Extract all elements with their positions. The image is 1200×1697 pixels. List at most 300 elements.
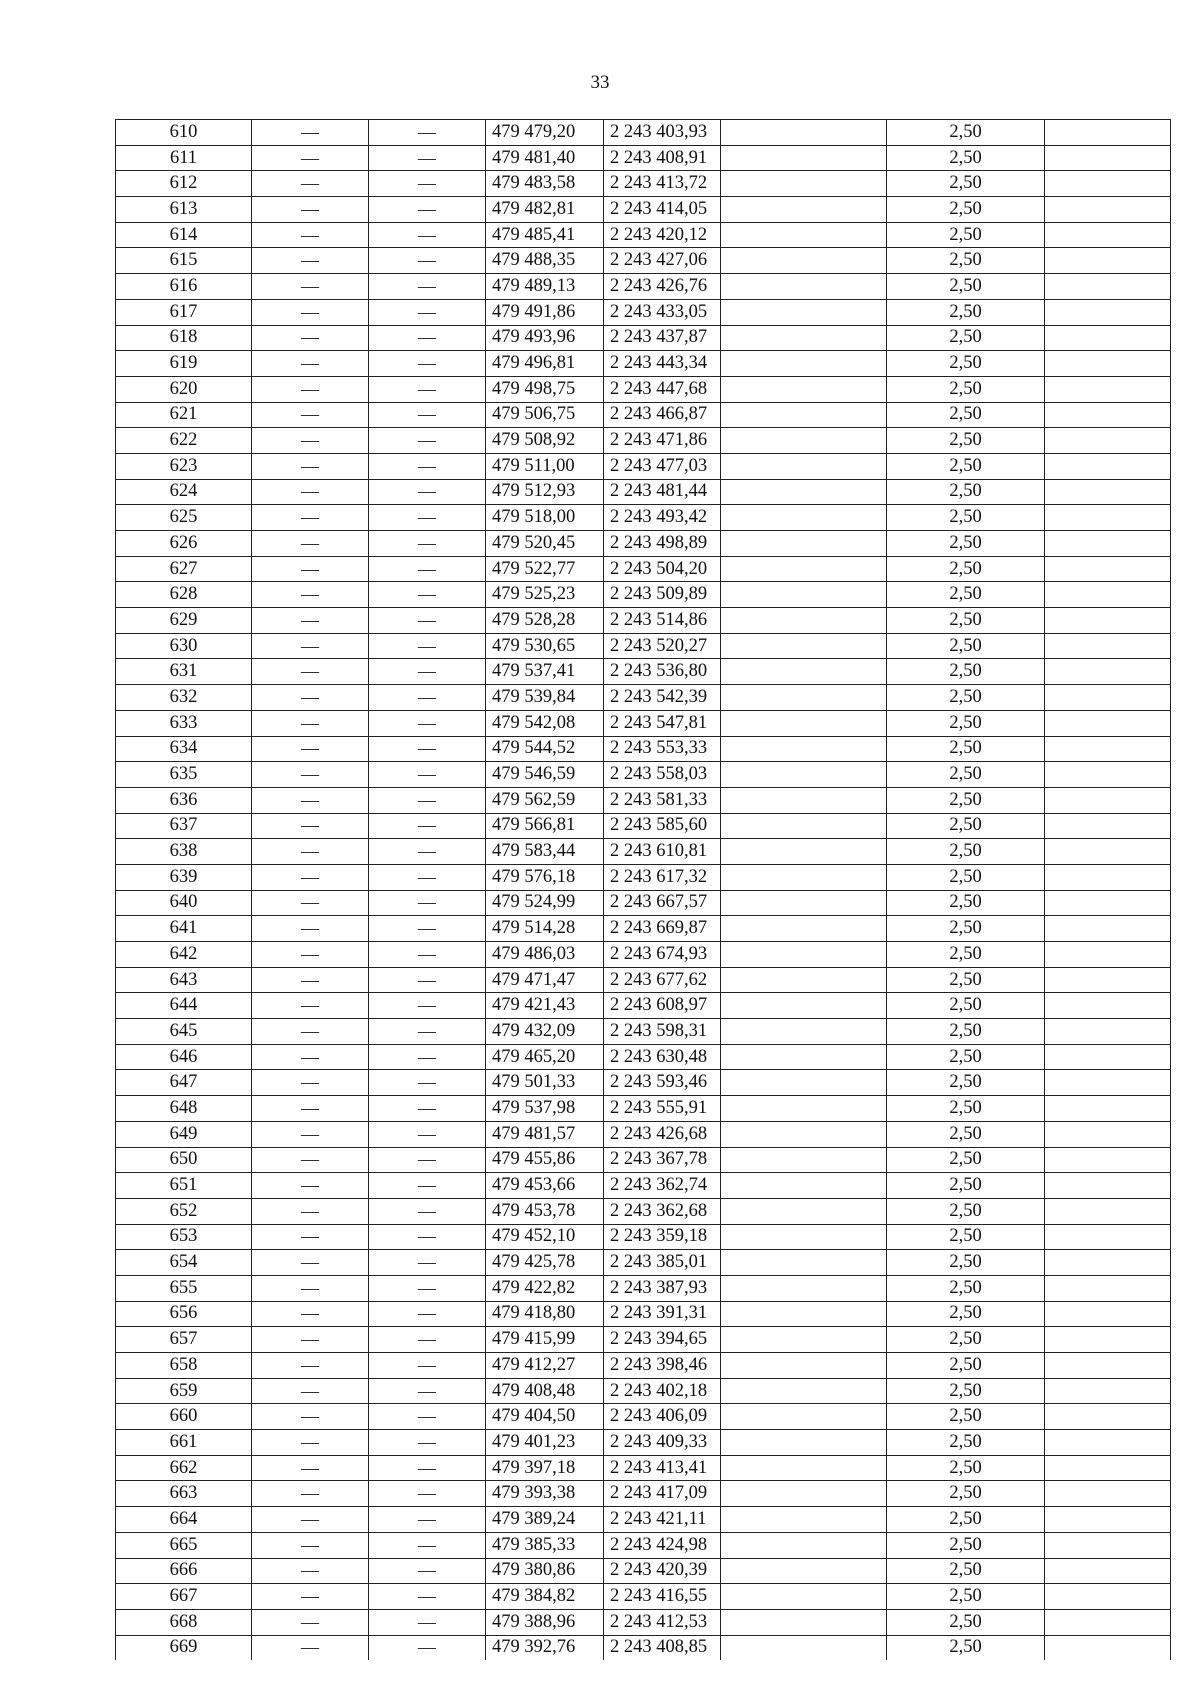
table-row bbox=[116, 1275, 1171, 1301]
dash-cell: — bbox=[252, 942, 369, 968]
dash-cell: — bbox=[369, 1147, 486, 1173]
x-coordinate-cell: 479 489,13 bbox=[486, 274, 604, 300]
table-row bbox=[116, 1481, 1171, 1507]
y-coordinate-cell: 2 243 553,33 bbox=[604, 736, 721, 762]
x-coordinate-cell: 479 498,75 bbox=[486, 376, 604, 402]
point-number-cell: 629 bbox=[116, 608, 252, 634]
empty-cell bbox=[1045, 1327, 1171, 1353]
dash-cell: — bbox=[369, 248, 486, 274]
empty-cell bbox=[1045, 376, 1171, 402]
empty-cell bbox=[1045, 120, 1171, 146]
y-coordinate-cell: 2 243 367,78 bbox=[604, 1147, 721, 1173]
dash-cell: — bbox=[252, 531, 369, 557]
y-coordinate-cell: 2 243 362,74 bbox=[604, 1173, 721, 1199]
y-coordinate-cell: 2 243 598,31 bbox=[604, 1019, 721, 1045]
dash-cell: — bbox=[252, 1224, 369, 1250]
point-number-cell: 642 bbox=[116, 942, 252, 968]
x-coordinate-cell: 479 393,38 bbox=[486, 1481, 604, 1507]
y-coordinate-cell: 2 243 466,87 bbox=[604, 402, 721, 428]
dash-cell: — bbox=[369, 145, 486, 171]
table-row bbox=[116, 787, 1171, 813]
empty-cell bbox=[1045, 1635, 1171, 1660]
empty-cell bbox=[721, 1609, 887, 1635]
point-number-cell: 628 bbox=[116, 582, 252, 608]
y-coordinate-cell: 2 243 414,05 bbox=[604, 197, 721, 223]
dash-cell: — bbox=[369, 582, 486, 608]
dash-cell: — bbox=[369, 1507, 486, 1533]
table-row bbox=[116, 916, 1171, 942]
empty-cell bbox=[1045, 325, 1171, 351]
dash-cell: — bbox=[369, 993, 486, 1019]
value-cell: 2,50 bbox=[887, 762, 1045, 788]
y-coordinate-cell: 2 243 416,55 bbox=[604, 1584, 721, 1610]
empty-cell bbox=[1045, 762, 1171, 788]
dash-cell: — bbox=[369, 274, 486, 300]
x-coordinate-cell: 479 512,93 bbox=[486, 479, 604, 505]
x-coordinate-cell: 479 452,10 bbox=[486, 1224, 604, 1250]
table-row bbox=[116, 299, 1171, 325]
dash-cell: — bbox=[369, 505, 486, 531]
value-cell: 2,50 bbox=[887, 1327, 1045, 1353]
empty-cell bbox=[1045, 1224, 1171, 1250]
dash-cell: — bbox=[252, 787, 369, 813]
y-coordinate-cell: 2 243 667,57 bbox=[604, 890, 721, 916]
dash-cell: — bbox=[369, 1635, 486, 1660]
dash-cell: — bbox=[369, 633, 486, 659]
dash-cell: — bbox=[369, 120, 486, 146]
x-coordinate-cell: 479 392,76 bbox=[486, 1635, 604, 1660]
value-cell: 2,50 bbox=[887, 1019, 1045, 1045]
dash-cell: — bbox=[252, 1455, 369, 1481]
y-coordinate-cell: 2 243 391,31 bbox=[604, 1301, 721, 1327]
dash-cell: — bbox=[252, 736, 369, 762]
empty-cell bbox=[721, 1250, 887, 1276]
dash-cell: — bbox=[252, 402, 369, 428]
dash-cell: — bbox=[252, 967, 369, 993]
point-number-cell: 666 bbox=[116, 1558, 252, 1584]
value-cell: 2,50 bbox=[887, 428, 1045, 454]
dash-cell: — bbox=[369, 299, 486, 325]
dash-cell: — bbox=[369, 839, 486, 865]
empty-cell bbox=[721, 274, 887, 300]
value-cell: 2,50 bbox=[887, 1044, 1045, 1070]
dash-cell: — bbox=[252, 710, 369, 736]
point-number-cell: 655 bbox=[116, 1275, 252, 1301]
x-coordinate-cell: 479 481,57 bbox=[486, 1121, 604, 1147]
point-number-cell: 623 bbox=[116, 453, 252, 479]
dash-cell: — bbox=[369, 1481, 486, 1507]
value-cell: 2,50 bbox=[887, 1353, 1045, 1379]
dash-cell: — bbox=[252, 1044, 369, 1070]
y-coordinate-cell: 2 243 394,65 bbox=[604, 1327, 721, 1353]
dash-cell: — bbox=[369, 1404, 486, 1430]
empty-cell bbox=[1045, 582, 1171, 608]
value-cell: 2,50 bbox=[887, 505, 1045, 531]
table-row bbox=[116, 1404, 1171, 1430]
x-coordinate-cell: 479 479,20 bbox=[486, 120, 604, 146]
x-coordinate-cell: 479 544,52 bbox=[486, 736, 604, 762]
empty-cell bbox=[1045, 1275, 1171, 1301]
empty-cell bbox=[721, 787, 887, 813]
empty-cell bbox=[721, 1584, 887, 1610]
value-cell: 2,50 bbox=[887, 736, 1045, 762]
x-coordinate-cell: 479 522,77 bbox=[486, 556, 604, 582]
value-cell: 2,50 bbox=[887, 1275, 1045, 1301]
empty-cell bbox=[721, 1378, 887, 1404]
dash-cell: — bbox=[252, 839, 369, 865]
value-cell: 2,50 bbox=[887, 145, 1045, 171]
dash-cell: — bbox=[369, 1121, 486, 1147]
empty-cell bbox=[1045, 428, 1171, 454]
empty-cell bbox=[721, 402, 887, 428]
point-number-cell: 639 bbox=[116, 864, 252, 890]
value-cell: 2,50 bbox=[887, 967, 1045, 993]
x-coordinate-cell: 479 530,65 bbox=[486, 633, 604, 659]
dash-cell: — bbox=[252, 197, 369, 223]
dash-cell: — bbox=[369, 1532, 486, 1558]
empty-cell bbox=[1045, 787, 1171, 813]
table-row bbox=[116, 633, 1171, 659]
dash-cell: — bbox=[252, 325, 369, 351]
x-coordinate-cell: 479 566,81 bbox=[486, 813, 604, 839]
table-row bbox=[116, 1353, 1171, 1379]
y-coordinate-cell: 2 243 437,87 bbox=[604, 325, 721, 351]
y-coordinate-cell: 2 243 421,11 bbox=[604, 1507, 721, 1533]
value-cell: 2,50 bbox=[887, 351, 1045, 377]
point-number-cell: 616 bbox=[116, 274, 252, 300]
dash-cell: — bbox=[369, 222, 486, 248]
empty-cell bbox=[1045, 299, 1171, 325]
point-number-cell: 650 bbox=[116, 1147, 252, 1173]
table-row bbox=[116, 1609, 1171, 1635]
dash-cell: — bbox=[369, 1096, 486, 1122]
dash-cell: — bbox=[369, 1455, 486, 1481]
x-coordinate-cell: 479 483,58 bbox=[486, 171, 604, 197]
value-cell: 2,50 bbox=[887, 1301, 1045, 1327]
empty-cell bbox=[721, 1532, 887, 1558]
dash-cell: — bbox=[369, 659, 486, 685]
table-row bbox=[116, 1250, 1171, 1276]
empty-cell bbox=[721, 351, 887, 377]
value-cell: 2,50 bbox=[887, 1430, 1045, 1456]
empty-cell bbox=[721, 633, 887, 659]
point-number-cell: 658 bbox=[116, 1353, 252, 1379]
empty-cell bbox=[721, 993, 887, 1019]
point-number-cell: 631 bbox=[116, 659, 252, 685]
empty-cell bbox=[721, 736, 887, 762]
empty-cell bbox=[1045, 171, 1171, 197]
empty-cell bbox=[1045, 1378, 1171, 1404]
table-row bbox=[116, 685, 1171, 711]
table-row bbox=[116, 222, 1171, 248]
table-row bbox=[116, 531, 1171, 557]
table-row bbox=[116, 453, 1171, 479]
x-coordinate-cell: 479 576,18 bbox=[486, 864, 604, 890]
y-coordinate-cell: 2 243 426,68 bbox=[604, 1121, 721, 1147]
point-number-cell: 632 bbox=[116, 685, 252, 711]
empty-cell bbox=[1045, 608, 1171, 634]
value-cell: 2,50 bbox=[887, 325, 1045, 351]
y-coordinate-cell: 2 243 504,20 bbox=[604, 556, 721, 582]
table-row bbox=[116, 120, 1171, 146]
dash-cell: — bbox=[252, 633, 369, 659]
dash-cell: — bbox=[252, 376, 369, 402]
dash-cell: — bbox=[369, 1378, 486, 1404]
empty-cell bbox=[1045, 351, 1171, 377]
table-row bbox=[116, 1070, 1171, 1096]
y-coordinate-cell: 2 243 398,46 bbox=[604, 1353, 721, 1379]
dash-cell: — bbox=[252, 505, 369, 531]
table-row bbox=[116, 556, 1171, 582]
dash-cell: — bbox=[252, 1507, 369, 1533]
x-coordinate-cell: 479 482,81 bbox=[486, 197, 604, 223]
empty-cell bbox=[1045, 710, 1171, 736]
empty-cell bbox=[721, 505, 887, 531]
value-cell: 2,50 bbox=[887, 1224, 1045, 1250]
dash-cell: — bbox=[252, 762, 369, 788]
table-row bbox=[116, 376, 1171, 402]
point-number-cell: 615 bbox=[116, 248, 252, 274]
empty-cell bbox=[721, 1019, 887, 1045]
point-number-cell: 669 bbox=[116, 1635, 252, 1660]
table-row bbox=[116, 839, 1171, 865]
point-number-cell: 665 bbox=[116, 1532, 252, 1558]
empty-cell bbox=[1045, 1019, 1171, 1045]
x-coordinate-cell: 479 525,23 bbox=[486, 582, 604, 608]
value-cell: 2,50 bbox=[887, 274, 1045, 300]
dash-cell: — bbox=[369, 1019, 486, 1045]
table-row bbox=[116, 967, 1171, 993]
x-coordinate-cell: 479 491,86 bbox=[486, 299, 604, 325]
dash-cell: — bbox=[369, 376, 486, 402]
y-coordinate-cell: 2 243 509,89 bbox=[604, 582, 721, 608]
empty-cell bbox=[1045, 1507, 1171, 1533]
dash-cell: — bbox=[252, 1558, 369, 1584]
empty-cell bbox=[721, 1147, 887, 1173]
y-coordinate-cell: 2 243 536,80 bbox=[604, 659, 721, 685]
table-row bbox=[116, 1430, 1171, 1456]
table-row bbox=[116, 1584, 1171, 1610]
x-coordinate-cell: 479 401,23 bbox=[486, 1430, 604, 1456]
dash-cell: — bbox=[369, 762, 486, 788]
y-coordinate-cell: 2 243 542,39 bbox=[604, 685, 721, 711]
dash-cell: — bbox=[369, 325, 486, 351]
empty-cell bbox=[721, 1404, 887, 1430]
dash-cell: — bbox=[369, 710, 486, 736]
empty-cell bbox=[1045, 1455, 1171, 1481]
table-row bbox=[116, 1173, 1171, 1199]
x-coordinate-cell: 479 488,35 bbox=[486, 248, 604, 274]
empty-cell bbox=[721, 890, 887, 916]
dash-cell: — bbox=[252, 556, 369, 582]
table-row bbox=[116, 1558, 1171, 1584]
value-cell: 2,50 bbox=[887, 1378, 1045, 1404]
value-cell: 2,50 bbox=[887, 659, 1045, 685]
x-coordinate-cell: 479 485,41 bbox=[486, 222, 604, 248]
value-cell: 2,50 bbox=[887, 248, 1045, 274]
x-coordinate-cell: 479 481,40 bbox=[486, 145, 604, 171]
value-cell: 2,50 bbox=[887, 1507, 1045, 1533]
value-cell: 2,50 bbox=[887, 813, 1045, 839]
value-cell: 2,50 bbox=[887, 608, 1045, 634]
empty-cell bbox=[1045, 1532, 1171, 1558]
empty-cell bbox=[721, 1353, 887, 1379]
x-coordinate-cell: 479 415,99 bbox=[486, 1327, 604, 1353]
empty-cell bbox=[1045, 1044, 1171, 1070]
y-coordinate-cell: 2 243 630,48 bbox=[604, 1044, 721, 1070]
dash-cell: — bbox=[252, 171, 369, 197]
dash-cell: — bbox=[369, 1173, 486, 1199]
empty-cell bbox=[721, 1224, 887, 1250]
empty-cell bbox=[1045, 916, 1171, 942]
table-row bbox=[116, 402, 1171, 428]
empty-cell bbox=[721, 1507, 887, 1533]
y-coordinate-cell: 2 243 581,33 bbox=[604, 787, 721, 813]
empty-cell bbox=[721, 608, 887, 634]
value-cell: 2,50 bbox=[887, 402, 1045, 428]
empty-cell bbox=[721, 762, 887, 788]
point-number-cell: 647 bbox=[116, 1070, 252, 1096]
table-row bbox=[116, 325, 1171, 351]
x-coordinate-cell: 479 486,03 bbox=[486, 942, 604, 968]
dash-cell: — bbox=[252, 428, 369, 454]
dash-cell: — bbox=[252, 1635, 369, 1660]
x-coordinate-cell: 479 524,99 bbox=[486, 890, 604, 916]
point-number-cell: 643 bbox=[116, 967, 252, 993]
empty-cell bbox=[1045, 993, 1171, 1019]
empty-cell bbox=[721, 839, 887, 865]
dash-cell: — bbox=[252, 351, 369, 377]
value-cell: 2,50 bbox=[887, 171, 1045, 197]
x-coordinate-cell: 479 528,28 bbox=[486, 608, 604, 634]
dash-cell: — bbox=[252, 453, 369, 479]
empty-cell bbox=[721, 531, 887, 557]
dash-cell: — bbox=[252, 1121, 369, 1147]
empty-cell bbox=[721, 145, 887, 171]
value-cell: 2,50 bbox=[887, 556, 1045, 582]
y-coordinate-cell: 2 243 520,27 bbox=[604, 633, 721, 659]
table-row bbox=[116, 1507, 1171, 1533]
y-coordinate-cell: 2 243 447,68 bbox=[604, 376, 721, 402]
point-number-cell: 668 bbox=[116, 1609, 252, 1635]
empty-cell bbox=[721, 222, 887, 248]
empty-cell bbox=[721, 376, 887, 402]
empty-cell bbox=[1045, 1250, 1171, 1276]
empty-cell bbox=[721, 453, 887, 479]
value-cell: 2,50 bbox=[887, 1250, 1045, 1276]
dash-cell: — bbox=[252, 1019, 369, 1045]
x-coordinate-cell: 479 425,78 bbox=[486, 1250, 604, 1276]
table-row bbox=[116, 248, 1171, 274]
dash-cell: — bbox=[252, 1353, 369, 1379]
point-number-cell: 627 bbox=[116, 556, 252, 582]
point-number-cell: 645 bbox=[116, 1019, 252, 1045]
x-coordinate-cell: 479 542,08 bbox=[486, 710, 604, 736]
dash-cell: — bbox=[369, 1275, 486, 1301]
dash-cell: — bbox=[252, 1481, 369, 1507]
empty-cell bbox=[1045, 633, 1171, 659]
y-coordinate-cell: 2 243 555,91 bbox=[604, 1096, 721, 1122]
point-number-cell: 618 bbox=[116, 325, 252, 351]
y-coordinate-cell: 2 243 420,39 bbox=[604, 1558, 721, 1584]
y-coordinate-cell: 2 243 471,86 bbox=[604, 428, 721, 454]
value-cell: 2,50 bbox=[887, 1635, 1045, 1660]
y-coordinate-cell: 2 243 617,32 bbox=[604, 864, 721, 890]
y-coordinate-cell: 2 243 493,42 bbox=[604, 505, 721, 531]
dash-cell: — bbox=[369, 787, 486, 813]
dash-cell: — bbox=[369, 1250, 486, 1276]
value-cell: 2,50 bbox=[887, 1481, 1045, 1507]
value-cell: 2,50 bbox=[887, 1404, 1045, 1430]
empty-cell bbox=[721, 685, 887, 711]
y-coordinate-cell: 2 243 593,46 bbox=[604, 1070, 721, 1096]
point-number-cell: 644 bbox=[116, 993, 252, 1019]
point-number-cell: 660 bbox=[116, 1404, 252, 1430]
value-cell: 2,50 bbox=[887, 916, 1045, 942]
dash-cell: — bbox=[369, 916, 486, 942]
table-row bbox=[116, 1224, 1171, 1250]
empty-cell bbox=[1045, 967, 1171, 993]
x-coordinate-cell: 479 518,00 bbox=[486, 505, 604, 531]
table-row bbox=[116, 659, 1171, 685]
table-row bbox=[116, 1147, 1171, 1173]
y-coordinate-cell: 2 243 477,03 bbox=[604, 453, 721, 479]
dash-cell: — bbox=[369, 351, 486, 377]
empty-cell bbox=[721, 659, 887, 685]
value-cell: 2,50 bbox=[887, 1455, 1045, 1481]
empty-cell bbox=[721, 942, 887, 968]
point-number-cell: 649 bbox=[116, 1121, 252, 1147]
dash-cell: — bbox=[252, 1147, 369, 1173]
value-cell: 2,50 bbox=[887, 531, 1045, 557]
point-number-cell: 651 bbox=[116, 1173, 252, 1199]
empty-cell bbox=[721, 967, 887, 993]
dash-cell: — bbox=[252, 813, 369, 839]
point-number-cell: 652 bbox=[116, 1198, 252, 1224]
dash-cell: — bbox=[252, 685, 369, 711]
empty-cell bbox=[721, 248, 887, 274]
table-row bbox=[116, 1532, 1171, 1558]
dash-cell: — bbox=[252, 1430, 369, 1456]
empty-cell bbox=[1045, 1609, 1171, 1635]
table-row bbox=[116, 1327, 1171, 1353]
y-coordinate-cell: 2 243 409,33 bbox=[604, 1430, 721, 1456]
value-cell: 2,50 bbox=[887, 1070, 1045, 1096]
dash-cell: — bbox=[369, 1609, 486, 1635]
table-row bbox=[116, 1198, 1171, 1224]
empty-cell bbox=[721, 325, 887, 351]
x-coordinate-cell: 479 422,82 bbox=[486, 1275, 604, 1301]
y-coordinate-cell: 2 243 514,86 bbox=[604, 608, 721, 634]
dash-cell: — bbox=[369, 1198, 486, 1224]
point-number-cell: 613 bbox=[116, 197, 252, 223]
value-cell: 2,50 bbox=[887, 479, 1045, 505]
y-coordinate-cell: 2 243 547,81 bbox=[604, 710, 721, 736]
empty-cell bbox=[721, 556, 887, 582]
dash-cell: — bbox=[252, 299, 369, 325]
x-coordinate-cell: 479 546,59 bbox=[486, 762, 604, 788]
y-coordinate-cell: 2 243 413,41 bbox=[604, 1455, 721, 1481]
empty-cell bbox=[1045, 1198, 1171, 1224]
empty-cell bbox=[1045, 222, 1171, 248]
empty-cell bbox=[1045, 453, 1171, 479]
table-row bbox=[116, 993, 1171, 1019]
empty-cell bbox=[1045, 1430, 1171, 1456]
value-cell: 2,50 bbox=[887, 787, 1045, 813]
empty-cell bbox=[1045, 479, 1171, 505]
empty-cell bbox=[1045, 402, 1171, 428]
dash-cell: — bbox=[252, 145, 369, 171]
